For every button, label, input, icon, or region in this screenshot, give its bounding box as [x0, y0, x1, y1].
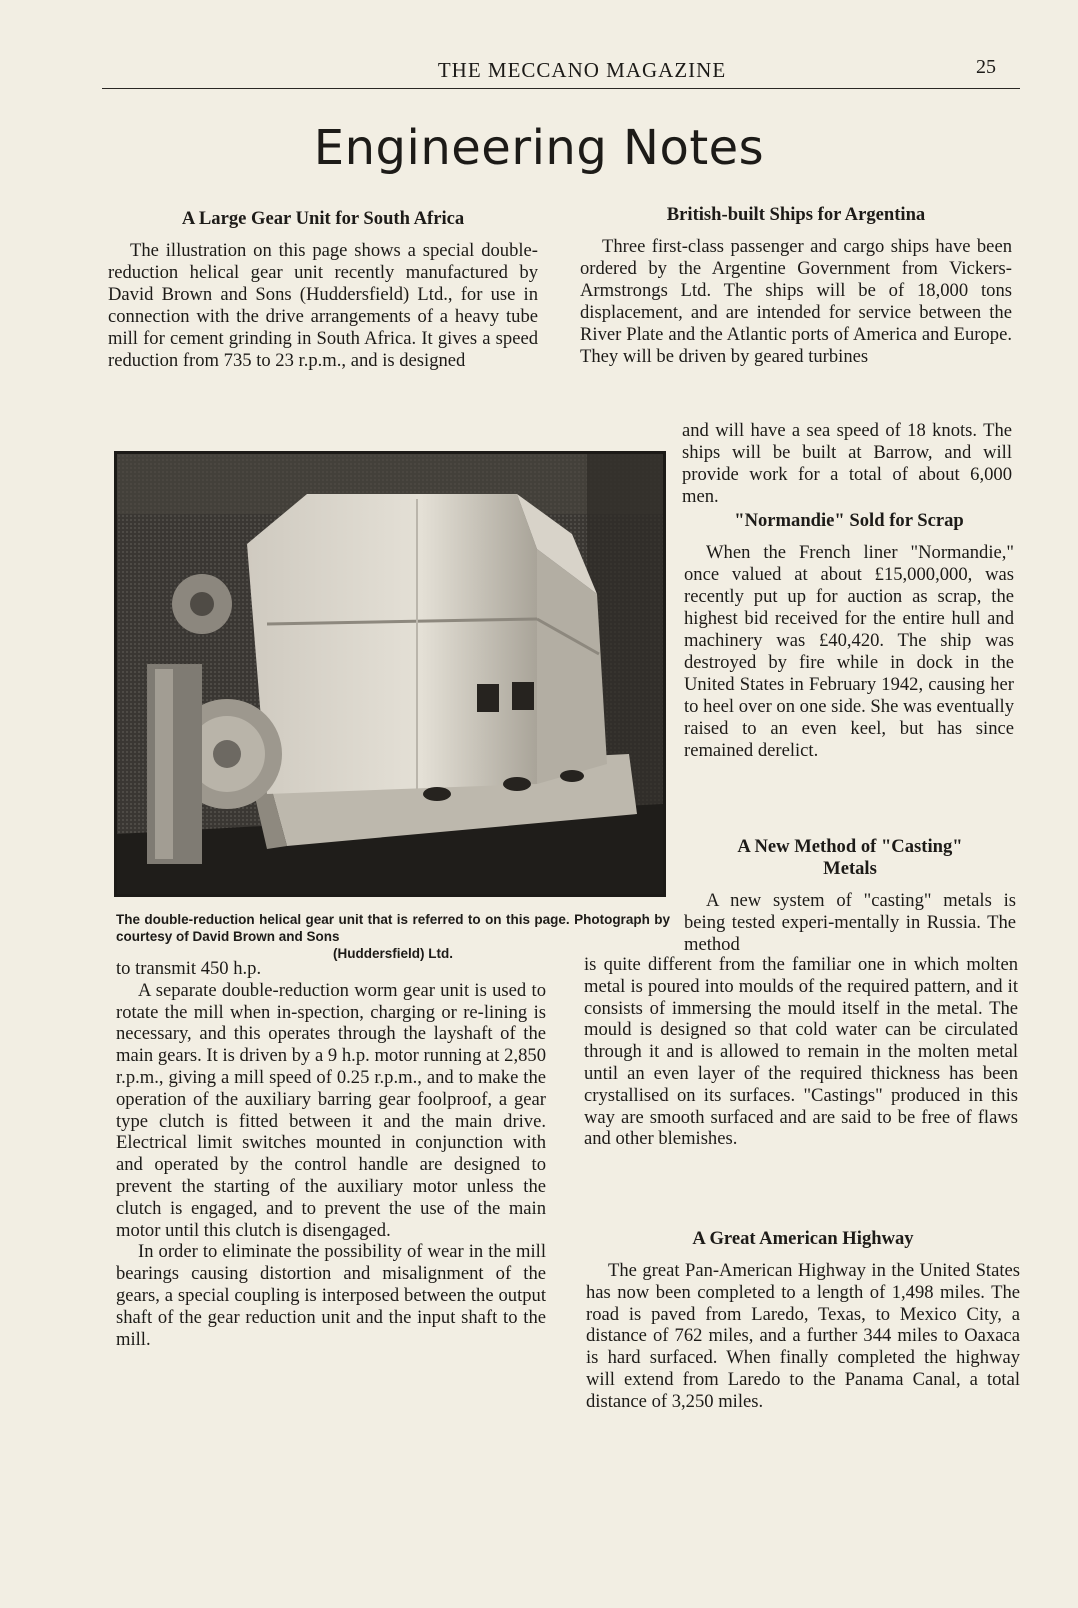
gear-unit-photo	[114, 451, 666, 897]
gear-unit-paragraph-1: The illustration on this page shows a special double-reduction helical gear unit recently manufactured by David Brown and Sons (Huddersfield) Ltd., for use in connection with the drive arrangements of a heavy tube mill for cement grinding in South Africa. It gives a speed reduction from 735 to 23 r.p.m., and is designed	[108, 240, 538, 371]
gear-unit-heading: A Large Gear Unit for South Africa	[181, 208, 465, 229]
argentina-article-cont	[682, 420, 1012, 508]
gear-unit-paragraph-3: In order to eliminate the possibility of wear in the mill bearings causing distortion and misalignment of the gears, a special coupling is interposed between the output shaft of the gear reduction unit and the input shaft to the mill.	[116, 1241, 546, 1350]
casting-paragraph: A new system of "casting" metals is being tested experi-mentally in Russia. The method	[684, 890, 1016, 955]
gear-unit-paragraph-1-end: to transmit 450 h.p.	[116, 958, 262, 979]
argentina-heading: British-built Ships for Argentina	[666, 204, 926, 225]
running-header	[102, 54, 1020, 89]
highway-article	[586, 1228, 1020, 1413]
casting-heading-line-2: Metals	[823, 858, 877, 879]
casting-article	[684, 836, 1016, 956]
highway-paragraph: The great Pan-American Highway in the United States has now been completed to a length of 1,498 miles. The road is paved from Laredo, Texas, to Mexico City, a distance of 762 miles, and a further 344 miles to Oaxaca is hard surfaced. When finally completed the highway will extend from Laredo to the Panama Canal, a total distance of 3,250 miles.	[586, 1260, 1020, 1412]
magazine-title: THE MECCANO MAGAZINE	[437, 58, 727, 82]
normandie-paragraph: When the French liner "Normandie," once valued at about £15,000,000, was recently put up for auction as scrap, the highest bid received for the entire hull and machinery was £40,420. The ship was destroyed by fire while in dock in the United States in February 1942, causing her to heel over on one side. She was eventually raised to an even keel, but has since remained derelict.	[684, 542, 1014, 761]
normandie-heading: "Normandie" Sold for Scrap	[734, 510, 964, 531]
photo-caption-end: (Huddersfield) Ltd.	[333, 946, 453, 961]
casting-article-cont	[584, 954, 1018, 1150]
gear-unit-article-top	[108, 208, 538, 372]
page-number: 25	[976, 56, 996, 78]
photo-caption-main: The double-reduction helical gear unit that is referred to on this page. Photograph by courtesy of David Brown and Sons	[116, 912, 670, 944]
normandie-article	[684, 510, 1014, 762]
argentina-paragraph: Three first-class passenger and cargo ships have been ordered by the Argentine Government from Vickers-Armstrongs Ltd. The ships will be of 18,000 tons displacement, and are intended for service between the River Plate and the Atlantic ports of America and Europe. They will be driven by geared turbines	[580, 236, 1012, 367]
argentina-article	[580, 204, 1012, 368]
gear-unit-article-bottom	[116, 958, 546, 1350]
gear-unit-illustration	[117, 454, 663, 894]
casting-paragraph-cont: is quite different from the familiar one in which molten metal is poured into moulds of the required pattern, and it consists of immersing the mould itself in the metal. The mould is designed so that cold water can be circulated through it and is allowed to remain in the molten metal until an even layer of the required thickness has been crystallised on its surfaces. "Castings" produced in this way are smooth surfaced and are said to be free of flaws and other blemishes.	[584, 954, 1018, 1150]
highway-heading: A Great American Highway	[692, 1228, 914, 1249]
argentina-paragraph-cont: and will have a sea speed of 18 knots. The ships will be built at Barrow, and will provide work for a total of about 6,000 men.	[682, 420, 1012, 507]
casting-heading-line-1: A New Method of "Casting"	[737, 836, 963, 857]
page-title: Engineering Notes	[313, 120, 765, 176]
gear-unit-paragraph-2: A separate double-reduction worm gear unit is used to rotate the mill when in-spection, charging or re-lining is necessary, and this operates through the layshaft of the main gears. It is driven by a 9 h.p. motor running at 2,850 r.p.m., giving a mill speed of 0.25 r.p.m., and to make the operation of the auxiliary barring gear foolproof, a gear type clutch is fitted between it and the main drive. Electrical limit switches mounted in conjunction with and operated by the control handle are designed to prevent the starting of the auxiliary motor unless the clutch is engaged, and to prevent the use of the main motor until this clutch is disengaged.	[116, 979, 546, 1241]
